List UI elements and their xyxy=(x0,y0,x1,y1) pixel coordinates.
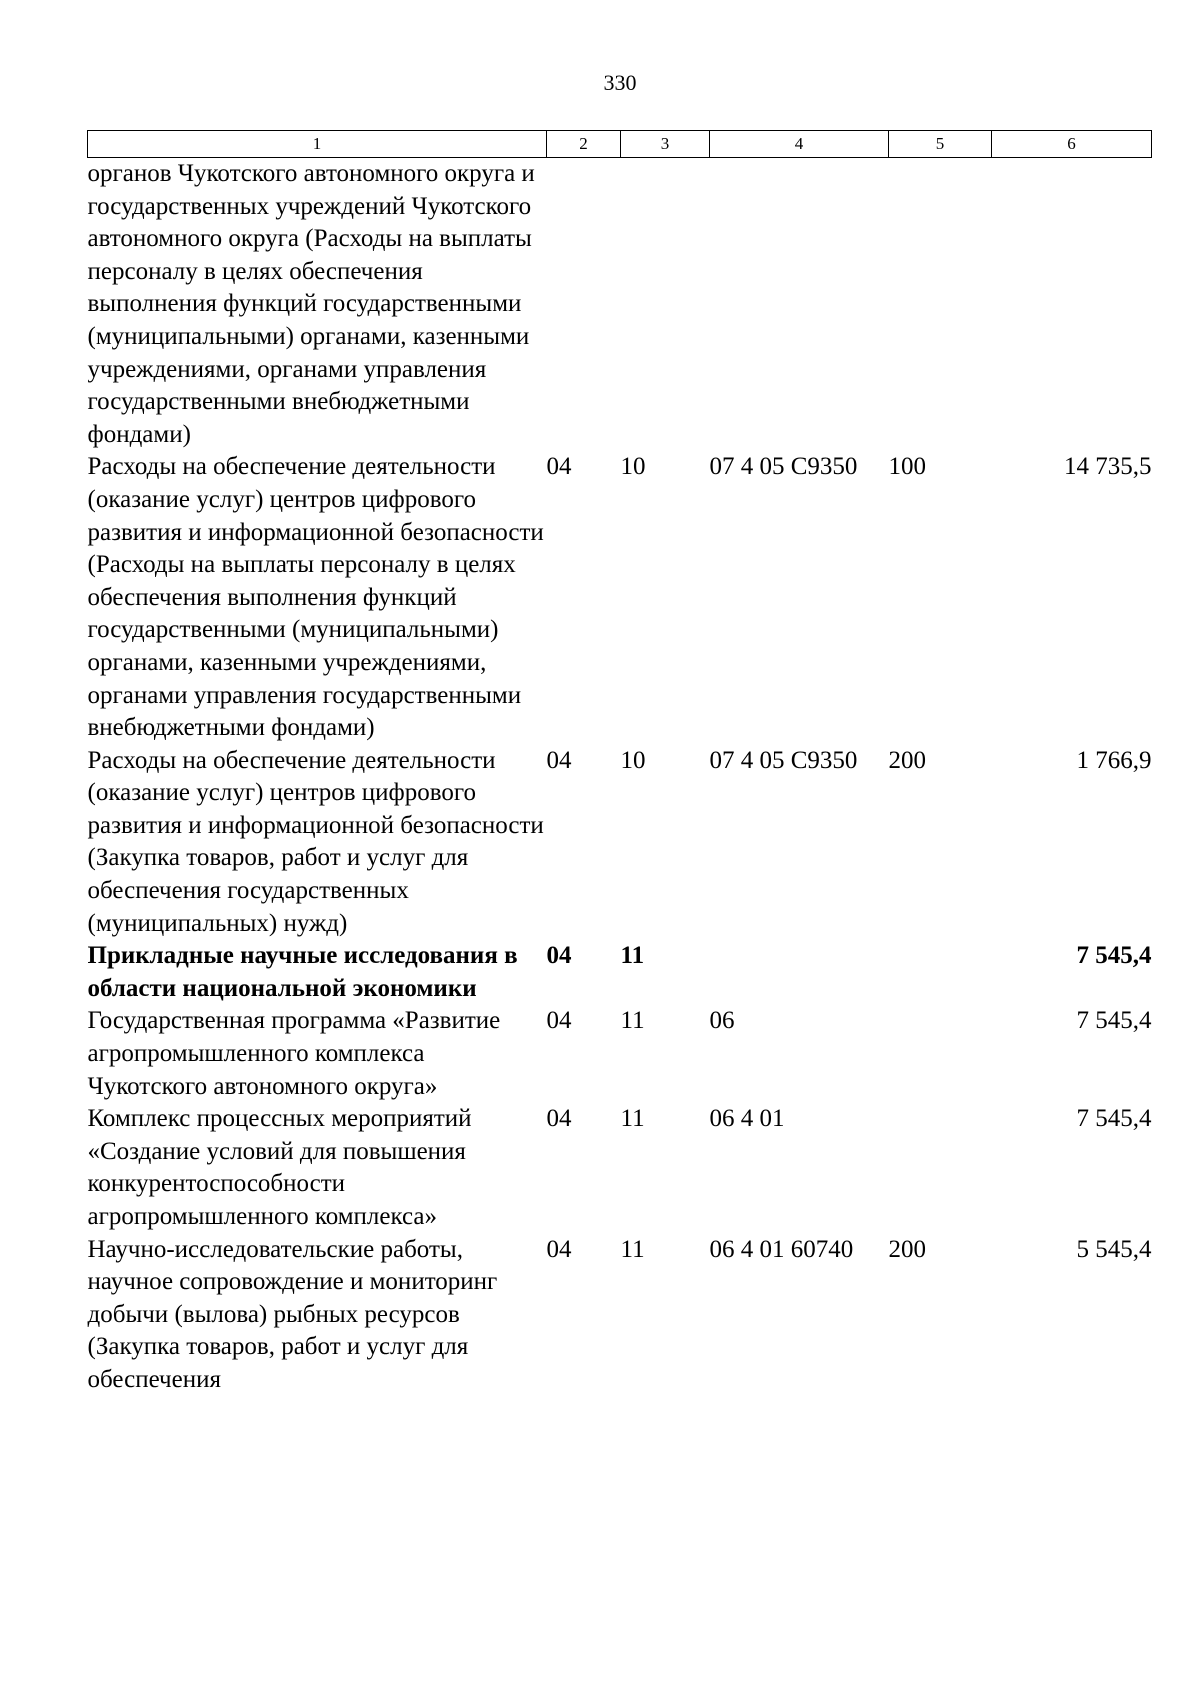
expense-type-code xyxy=(889,1103,992,1233)
amount-value: 7 545,4 xyxy=(1076,1007,1152,1035)
table-header-row xyxy=(88,131,1152,158)
section-code: 04 xyxy=(546,942,572,970)
column-header: 1 xyxy=(88,131,547,158)
column-header: 4 xyxy=(710,131,889,158)
budget-table xyxy=(87,130,1152,1397)
subsection-code: 11 xyxy=(620,1105,645,1133)
subsection-code xyxy=(621,158,710,452)
subsection-code: 10 xyxy=(620,453,646,481)
section-code: 04 xyxy=(546,1105,572,1133)
amount-value: 5 545,4 xyxy=(1076,1235,1152,1263)
row-description: Государственная программа «Развитие агропромышленного комплекса Чукотского автономного округа» xyxy=(87,1007,501,1100)
table-row xyxy=(88,1103,1152,1233)
target-article-code: 06 4 01 60740 xyxy=(709,1235,854,1263)
table-row xyxy=(88,745,1152,941)
row-description: Прикладные научные исследования в области национальной экономики xyxy=(87,942,518,1002)
table-body xyxy=(88,158,1152,1397)
expense-type-code: 100 xyxy=(888,453,926,481)
target-article-code: 07 4 05 С9350 xyxy=(709,453,858,481)
page-number: 330 xyxy=(603,70,637,95)
subsection-code: 11 xyxy=(620,1235,645,1263)
expense-type-code: 200 xyxy=(888,1235,926,1263)
target-article-code xyxy=(710,158,889,452)
target-article-code: 07 4 05 С9350 xyxy=(709,746,858,774)
amount-value: 14 735,5 xyxy=(1064,453,1152,481)
table-row xyxy=(88,940,1152,1005)
section-code: 04 xyxy=(546,1235,572,1263)
row-description: Научно-исследовательские работы, научное сопровождение и мониторинг добычи (вылова) рыбных ресурсов (Закупка товаров, работ и услуг для обеспечения xyxy=(87,1235,498,1393)
row-description: Расходы на обеспечение деятельности (оказание услуг) центров цифрового развития и информационной безопасности (Расходы на выплаты персоналу в целях обеспечения выполнения функций государственными (муниципальными) органами, казенными учреждениями, органами управления государственными внебюджетными фондами) xyxy=(87,453,544,742)
section-code: 04 xyxy=(546,1007,572,1035)
column-header: 5 xyxy=(889,131,992,158)
table-row xyxy=(88,1005,1152,1103)
section-code: 04 xyxy=(546,453,572,481)
column-header: 6 xyxy=(992,131,1152,158)
row-description: Комплекс процессных мероприятий «Создание условий для повышения конкурентоспособности агропромышленного комплекса» xyxy=(87,1105,472,1230)
expense-type-code xyxy=(889,158,992,452)
section-code xyxy=(547,158,621,452)
expense-type-code xyxy=(889,940,992,1005)
amount-value: 1 766,9 xyxy=(1076,746,1152,774)
target-article-code xyxy=(710,940,889,1005)
table-row xyxy=(88,1234,1152,1397)
table-row xyxy=(88,158,1152,452)
amount-value xyxy=(992,158,1152,452)
subsection-code: 11 xyxy=(620,942,645,970)
amount-value: 7 545,4 xyxy=(1076,942,1152,970)
subsection-code: 11 xyxy=(620,1007,645,1035)
section-code: 04 xyxy=(546,746,572,774)
expense-type-code: 200 xyxy=(888,746,926,774)
row-description: органов Чукотского автономного округа и государственных учреждений Чукотского автономного округа (Расходы на выплаты персоналу в целях обеспечения выполнения функций государственными (муниципальными) органами, казенными учреждениями, органами управления государственными внебюджетными фондами) xyxy=(87,160,535,448)
target-article-code: 06 4 01 xyxy=(709,1105,785,1133)
target-article-code: 06 xyxy=(709,1007,735,1035)
subsection-code: 10 xyxy=(620,746,646,774)
amount-value: 7 545,4 xyxy=(1076,1105,1152,1133)
row-description: Расходы на обеспечение деятельности (оказание услуг) центров цифрового развития и информационной безопасности (Закупка товаров, работ и услуг для обеспечения государственных (муниципальных) нужд) xyxy=(87,746,544,937)
table-row xyxy=(88,451,1152,744)
expense-type-code xyxy=(889,1005,992,1103)
column-header: 3 xyxy=(621,131,710,158)
column-header: 2 xyxy=(547,131,621,158)
